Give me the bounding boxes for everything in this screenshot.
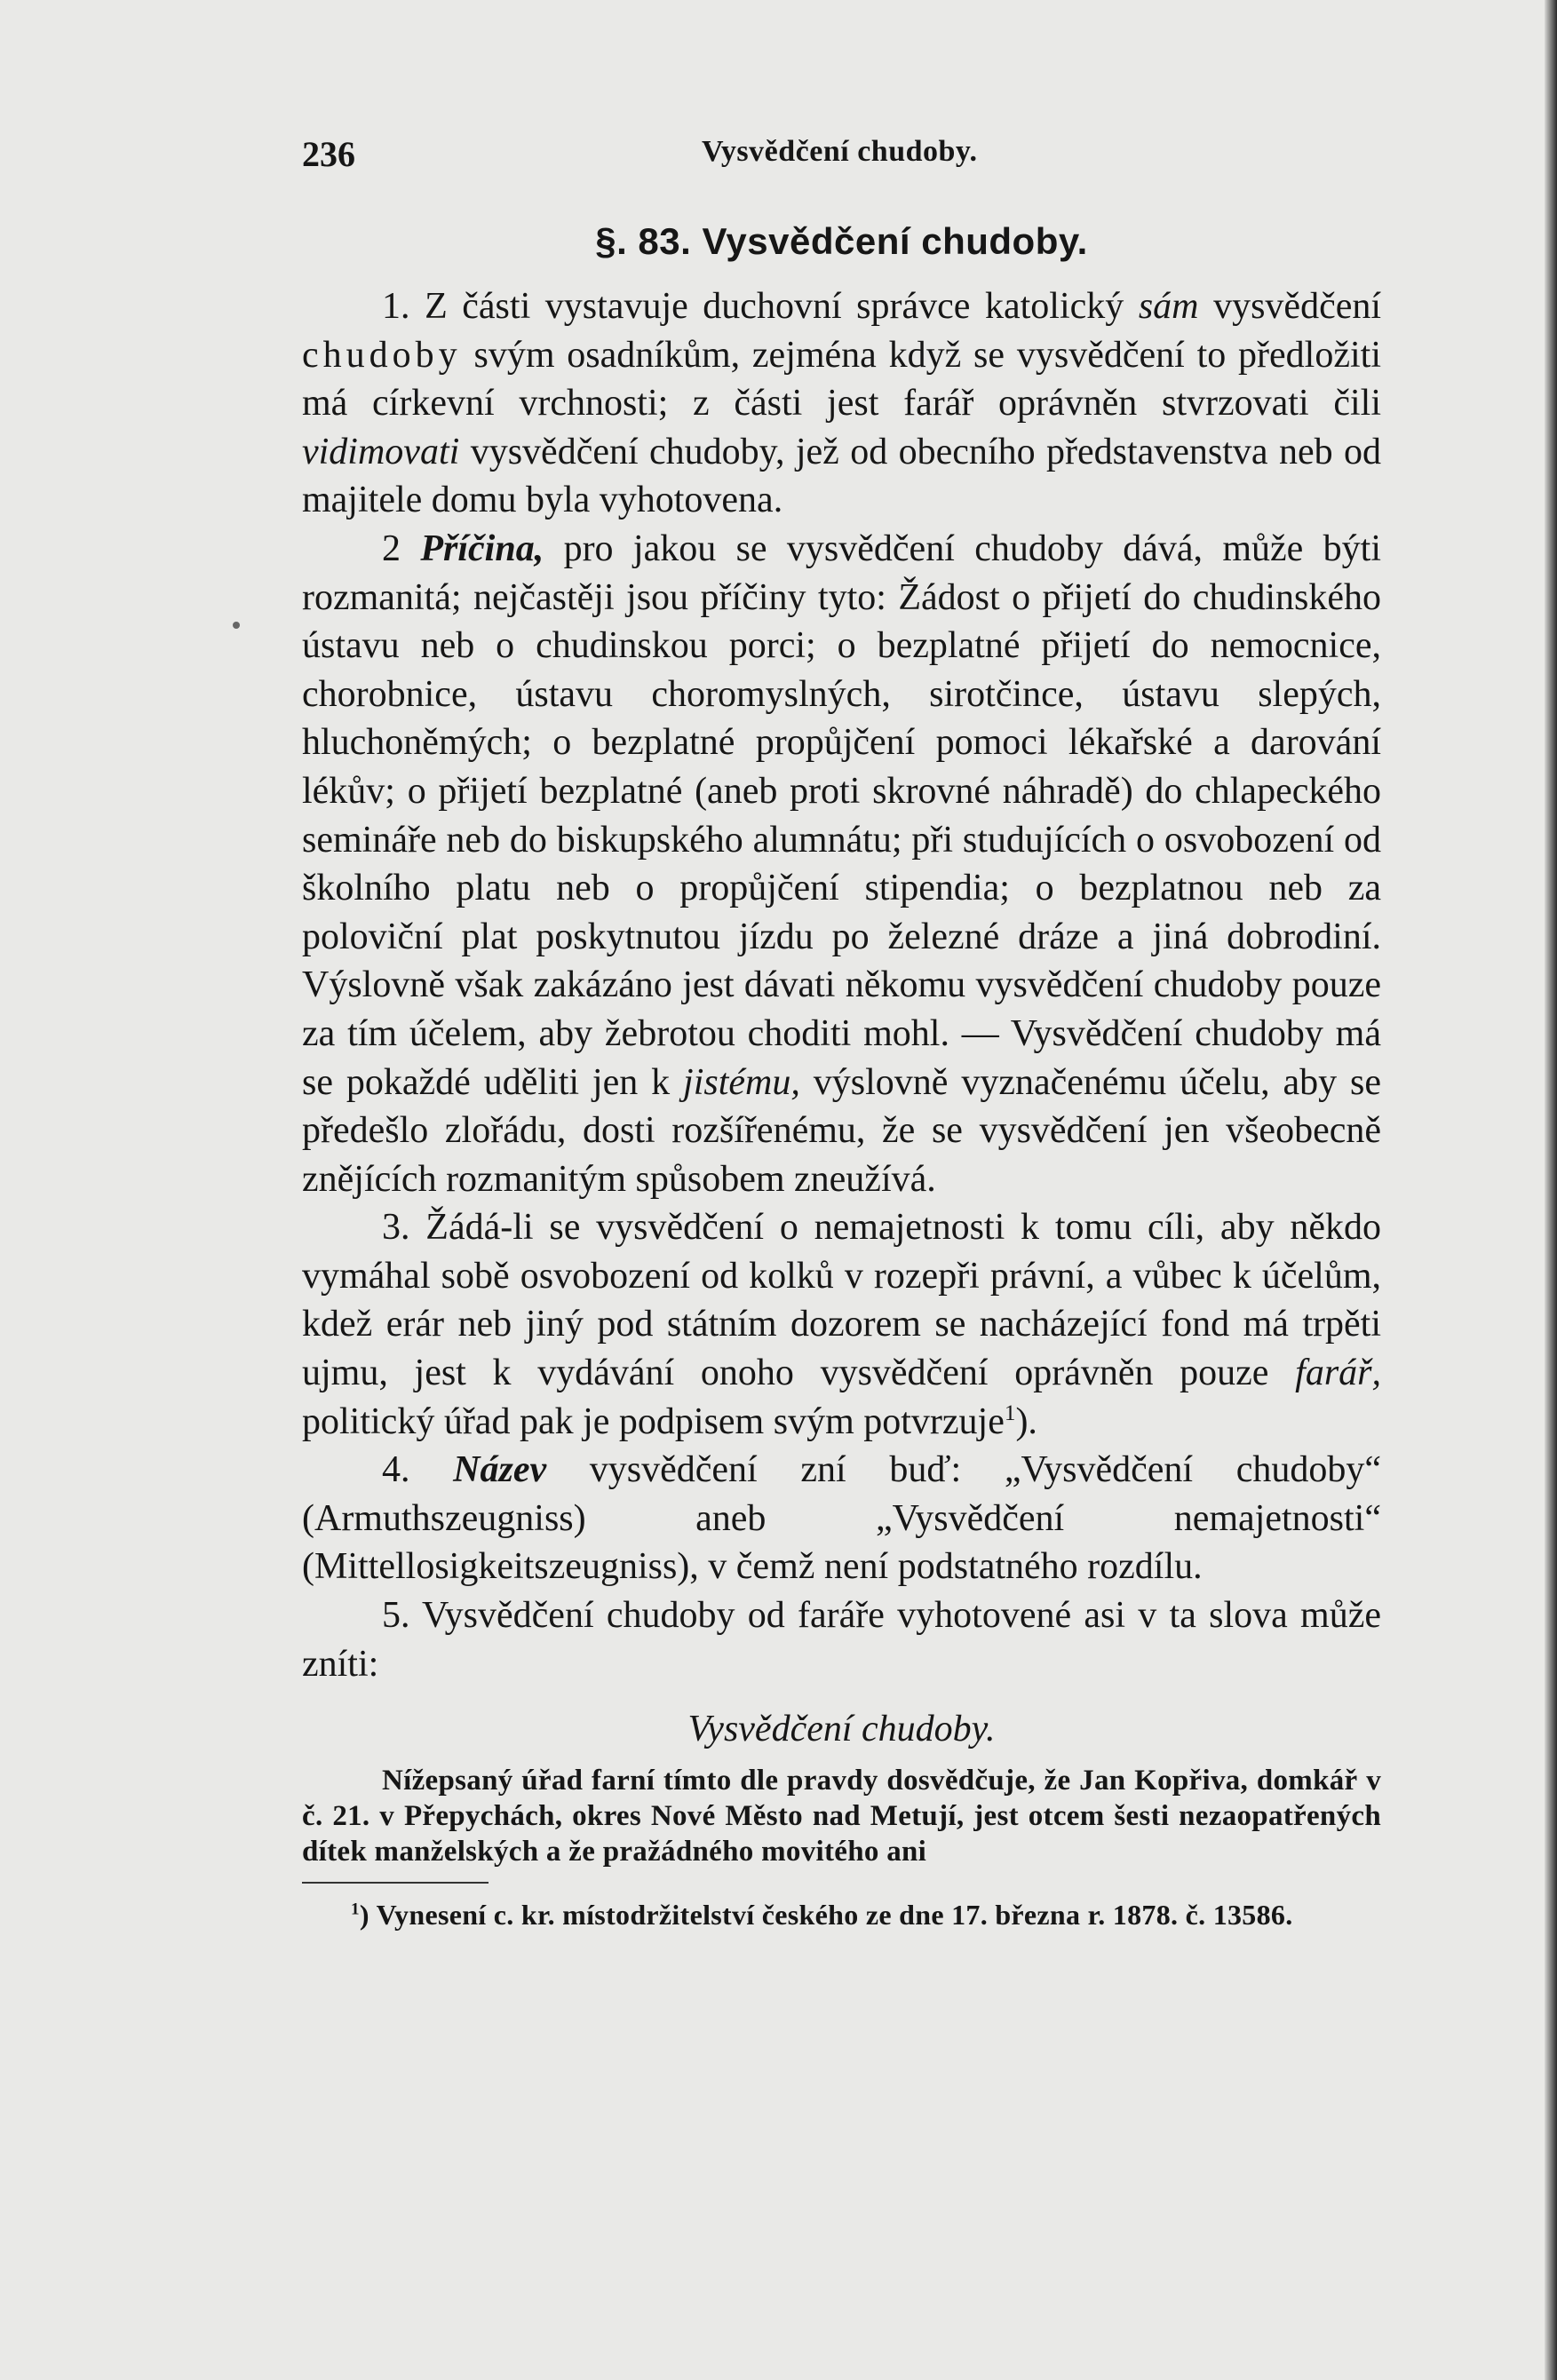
footnote [302, 1896, 1381, 1933]
text: politický úřad pak je podpisem svým potvrzuje [302, 1400, 1005, 1442]
emphasis: jistému, [683, 1061, 800, 1103]
text: svým osadníkům, zejména když se vysvědčení to předložiti má církevní vrchnosti; z části jest farář oprávněn stvrzovati čili [302, 334, 1381, 424]
paragraph-number: 1. [382, 286, 410, 327]
emphasis: Název [453, 1449, 547, 1491]
book-page [302, 115, 1381, 1933]
text: Vysvědčení chudoby od faráře vyhotovené asi v ta slova může zníti: [302, 1595, 1381, 1685]
emphasis: farář, [1295, 1353, 1382, 1394]
emphasis: sám [1138, 286, 1199, 327]
footnote-marker: 1 [351, 1900, 360, 1919]
text: Žádá-li se vysvědčení o nemajetnosti k tomu cíli, aby někdo vymáhal sobě osvobození od kolků v rozepři právní, a vůbec k účelům, kdež erár neb jiný pod státním dozorem se nacházející fond má trpěti ujmu, jest k vydávání onoho vysvědčení oprávněn pouze [302, 1207, 1381, 1394]
footnote-ref: 1 [1004, 1400, 1016, 1425]
paragraph-number: 3. [382, 1207, 410, 1249]
text: výslovně vyznačenému účelu, aby se předešlo zlořádu, dosti rozšířenému, že se vysvědčení jen všeobecně znějících rozmanitým spůsobem zneužívá. [302, 1061, 1381, 1200]
emphasis: vidimovati [302, 431, 460, 472]
scan-edge [1545, 0, 1557, 2380]
spaced-emphasis: chudoby [302, 334, 462, 376]
footnote-text: ) Vynesení c. kr. místodržitelství českého ze dne 17. března r. 1878. č. 13586. [359, 1899, 1293, 1932]
running-title: Vysvědčení chudoby. [702, 135, 978, 168]
text: vysvědčení chudoby, jež od obecního představenstva neb od majitele domu byla vyhotovena. [302, 431, 1381, 521]
paragraph-1 [302, 282, 1381, 525]
form-text: Nížepsaný úřad farní tímto dle pravdy dosvědčuje, že Jan Kopřiva, domkář v č. 21. v Přepychách, okres Nové Město nad Metují, jest otcem šesti nezaopatřených dítek manželských a že pražádného movitého ani [302, 1765, 1381, 1868]
running-head [302, 115, 1381, 174]
paragraph-number: 4. [382, 1449, 410, 1491]
emphasis: Příčina, [420, 528, 544, 569]
paragraph-3 [302, 1203, 1381, 1446]
form-title: Vysvědčení chudoby. [687, 1709, 996, 1750]
text: Z části vystavuje duchovní správce katolický [425, 286, 1124, 327]
paragraph-number: 2 [382, 528, 401, 569]
text: ). [1015, 1400, 1037, 1442]
section-title: §. 83. Vysvědčení chudoby. [595, 220, 1088, 262]
paragraph-number: 5. [382, 1595, 410, 1637]
paragraph-4 [302, 1446, 1381, 1591]
text: vysvědčení zní buď: „Vysvědčení chudoby“ (Armuthszeugniss) aneb „Vysvědčení nemajetnosti“ (Mittellosigkeitszeugniss), v čemž není podstatného rozdílu. [302, 1449, 1382, 1588]
footnote-rule [302, 1882, 489, 1884]
paragraph-2 [302, 525, 1381, 1203]
text: vysvědčení [1213, 286, 1382, 327]
text: pro jakou se vysvědčení chudoby dává, může býti rozmanitá; nejčastěji jsou příčiny tyto: Žádost o přijetí do chudinského ústavu neb o chudinskou porci; o bezplatné přijetí do nemocnice, chorobnice, ústavu choromyslných, sirotčince, ústavu slepých, hluchoněmých; o bezplatné propůjčení pomoci lékařské a darování lékův; o přijetí bezplatné (aneb proti skrovné náhradě) do chlapeckého semináře neb do biskupského alumnátu; při studujících o osvobození od školního platu neb o propůjčení stipendia; o bezplatnou neb za poloviční plat poskytnutou jízdu po železné dráze a jiná dobrodiní. Výslovně však zakázáno jest dávati někomu vysvědčení chudoby pouze za tím účelem, aby žebrotou choditi mohl. — Vysvědčení chudoby má se pokaždé uděliti jen k [302, 528, 1382, 1103]
paragraph-5 [302, 1591, 1381, 1688]
page-number: 236 [302, 134, 355, 174]
margin-mark [233, 622, 240, 629]
